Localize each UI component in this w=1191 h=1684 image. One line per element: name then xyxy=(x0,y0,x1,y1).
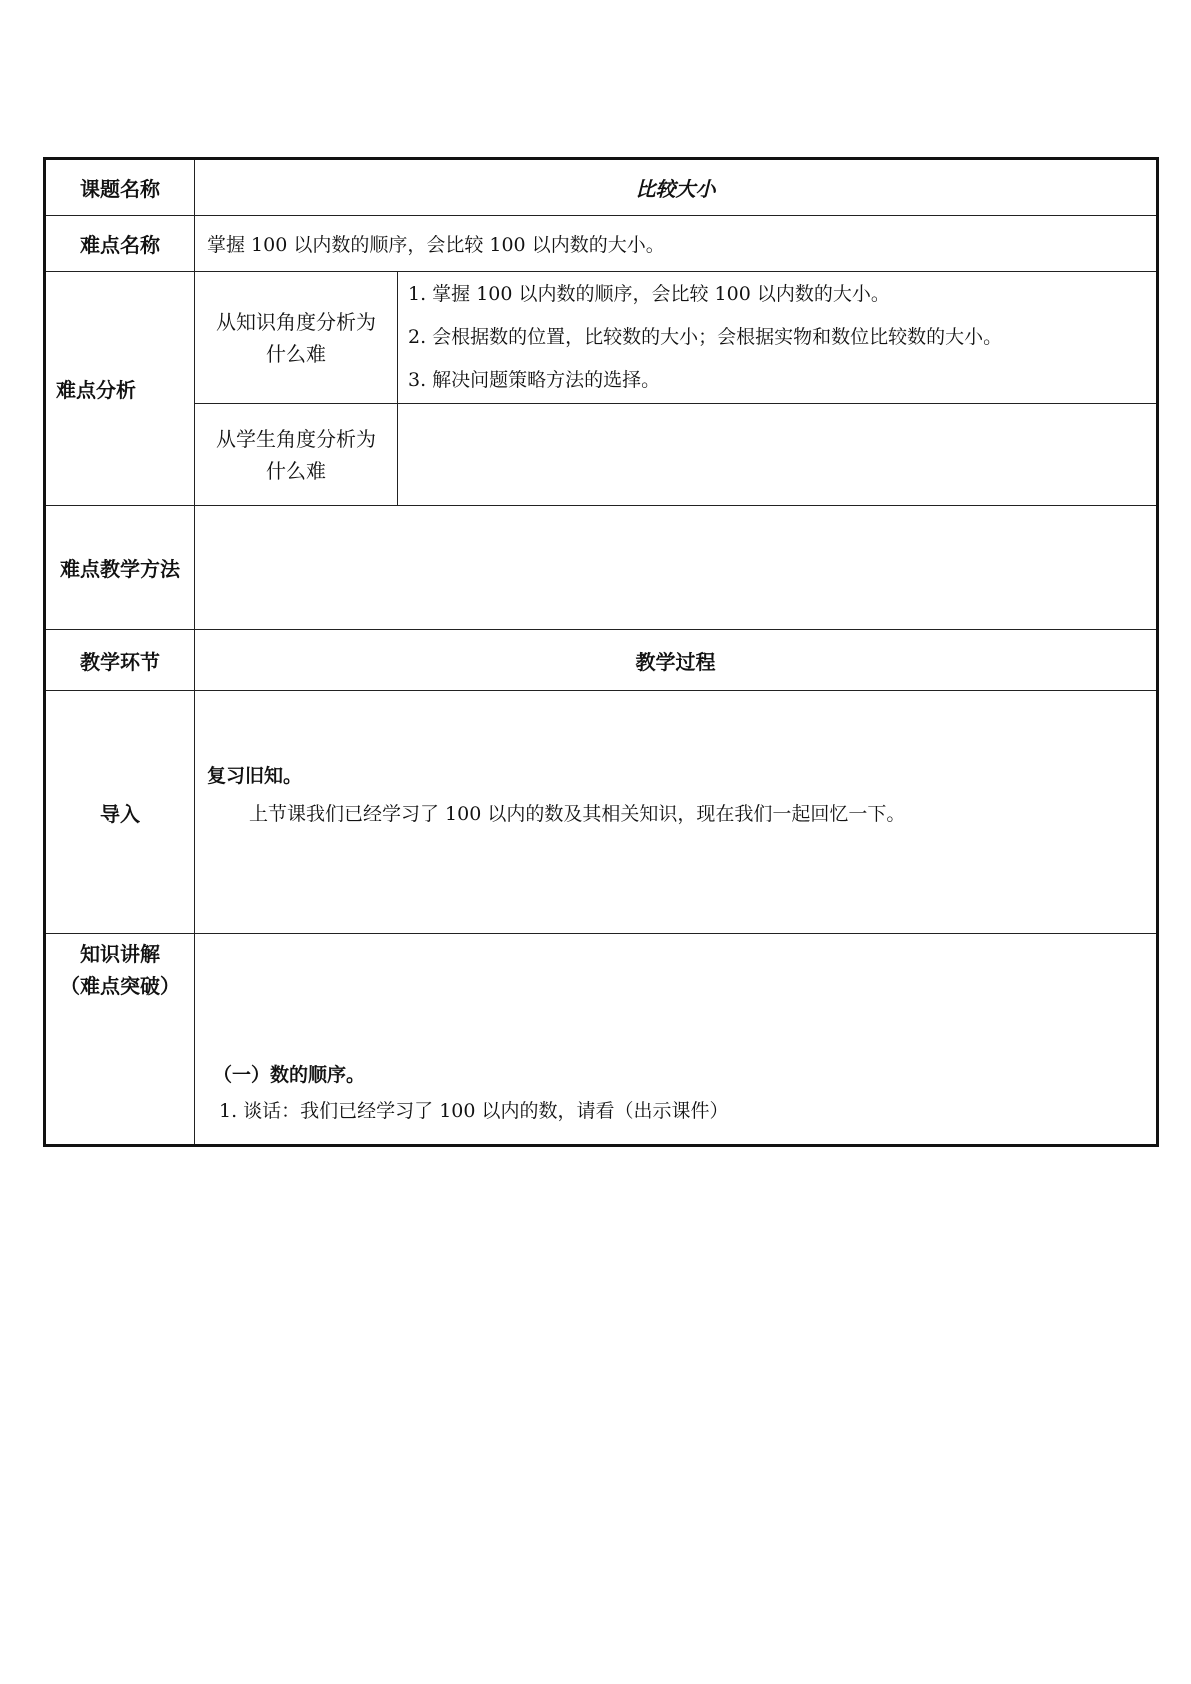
intro-heading: 复习旧知。 xyxy=(207,765,303,787)
knowledge-item: 3. 解决问题策略方法的选择。 xyxy=(408,369,661,391)
student-angle-value xyxy=(398,404,1158,506)
difficulty-label: 难点名称 xyxy=(45,216,195,272)
knowledge-item: 2. 会根据数的位置，比较数的大小；会根据实物和数位比较数的大小。 xyxy=(408,326,1003,348)
knowledge-label-cell xyxy=(45,934,195,1146)
knowledge-item-1: 1. 谈话：我们已经学习了 100 以内的数，请看（出示课件） xyxy=(219,1100,729,1122)
knowledge-angle-label: 从知识角度分析为什么难 xyxy=(195,272,398,404)
intro-row xyxy=(45,691,1158,934)
lesson-plan-table xyxy=(43,157,1159,1147)
process-content-header: 教学过程 xyxy=(195,630,1158,691)
process-header-row xyxy=(45,630,1158,691)
knowledge-content xyxy=(195,934,1158,1146)
knowledge-section-heading: （一）数的顺序。 xyxy=(213,1064,366,1086)
analysis-label: 难点分析 xyxy=(45,272,195,506)
knowledge-angle-list xyxy=(398,272,1158,404)
topic-title: 比较大小 xyxy=(195,159,1158,216)
difficulty-row xyxy=(45,216,1158,272)
student-angle-label: 从学生角度分析为什么难 xyxy=(195,404,398,506)
process-stage-header: 教学环节 xyxy=(45,630,195,691)
method-label: 难点教学方法 xyxy=(45,506,195,630)
difficulty-value: 掌握 100 以内数的顺序，会比较 100 以内数的大小。 xyxy=(195,216,1158,272)
analysis-knowledge-row xyxy=(45,272,1158,404)
method-row xyxy=(45,506,1158,630)
topic-row xyxy=(45,159,1158,216)
intro-body: 上节课我们已经学习了 100 以内的数及其相关知识，现在我们一起回忆一下。 xyxy=(249,803,906,825)
analysis-student-row xyxy=(45,404,1158,506)
intro-label: 导入 xyxy=(45,691,195,934)
knowledge-item: 1. 掌握 100 以内数的顺序，会比较 100 以内数的大小。 xyxy=(408,283,890,305)
knowledge-label-line2: （难点突破） xyxy=(60,974,180,998)
knowledge-row xyxy=(45,934,1158,1146)
topic-label: 课题名称 xyxy=(45,159,195,216)
intro-content xyxy=(195,691,1158,934)
knowledge-label-line1: 知识讲解 xyxy=(80,942,160,966)
method-value xyxy=(195,506,1158,630)
